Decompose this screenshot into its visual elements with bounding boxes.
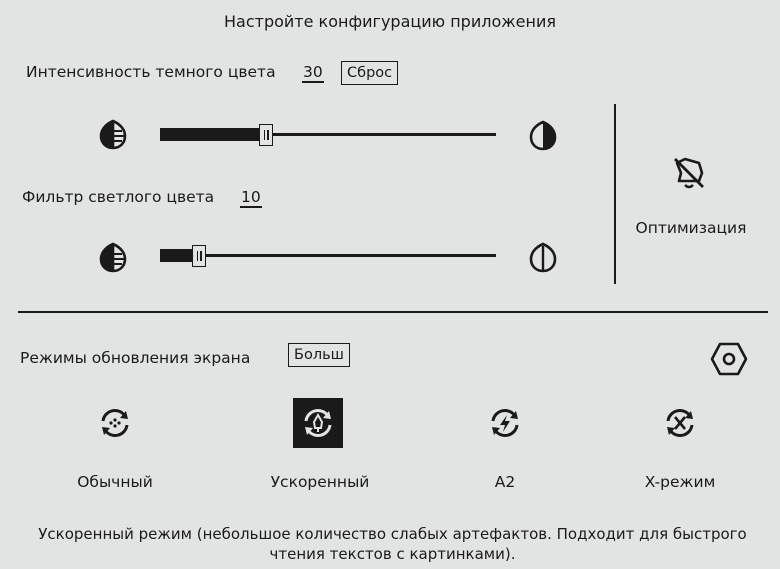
slider-thumb[interactable]	[192, 245, 206, 267]
refresh-modes-label: Режимы обновления экрана	[20, 349, 251, 367]
slider-fill	[160, 128, 261, 141]
mode-a2[interactable]	[465, 398, 545, 494]
light-filter-label: Фильтр светлого цвета	[22, 188, 215, 206]
horizontal-divider	[18, 311, 768, 313]
dark-intensity-value: 30	[303, 63, 323, 81]
mode-label: A2	[494, 473, 516, 491]
hexagon-settings-icon[interactable]	[710, 340, 748, 378]
optimize-button[interactable]	[622, 150, 760, 240]
refresh-rocket-icon	[293, 398, 343, 448]
light-filter-slider[interactable]	[160, 247, 496, 267]
mode-fast[interactable]	[260, 398, 380, 494]
contrast-half-icon	[528, 120, 558, 152]
refresh-dots-icon	[90, 398, 140, 448]
slider-track	[160, 254, 496, 257]
more-button[interactable]: Больш	[288, 343, 350, 367]
refresh-x-icon	[655, 398, 705, 448]
refresh-bolt-icon	[480, 398, 530, 448]
mode-description: Ускоренный режим (небольшое количество слабых артефактов. Подходит для быстрого чтения текстов с картинками).	[38, 525, 747, 563]
reset-button[interactable]: Сброс	[341, 61, 398, 85]
vertical-divider	[614, 104, 616, 284]
dark-intensity-slider[interactable]	[160, 126, 496, 146]
slider-thumb[interactable]	[259, 124, 273, 146]
no-notification-icon	[669, 153, 709, 193]
leaf-outline-icon	[528, 242, 558, 274]
mode-label: X-режим	[644, 473, 716, 491]
slider-fill	[160, 249, 194, 262]
mode-x[interactable]	[630, 398, 730, 494]
page-title: Настройте конфигурацию приложения	[224, 12, 556, 31]
leaf-half-icon	[98, 119, 128, 151]
optimize-label: Оптимизация	[635, 219, 747, 237]
light-filter-value: 10	[241, 188, 261, 206]
dark-intensity-label: Интенсивность темного цвета	[26, 63, 276, 81]
mode-label: Ускоренный	[270, 473, 370, 491]
leaf-half-icon	[98, 242, 128, 274]
mode-normal[interactable]	[60, 398, 170, 494]
mode-label: Обычный	[77, 473, 153, 491]
